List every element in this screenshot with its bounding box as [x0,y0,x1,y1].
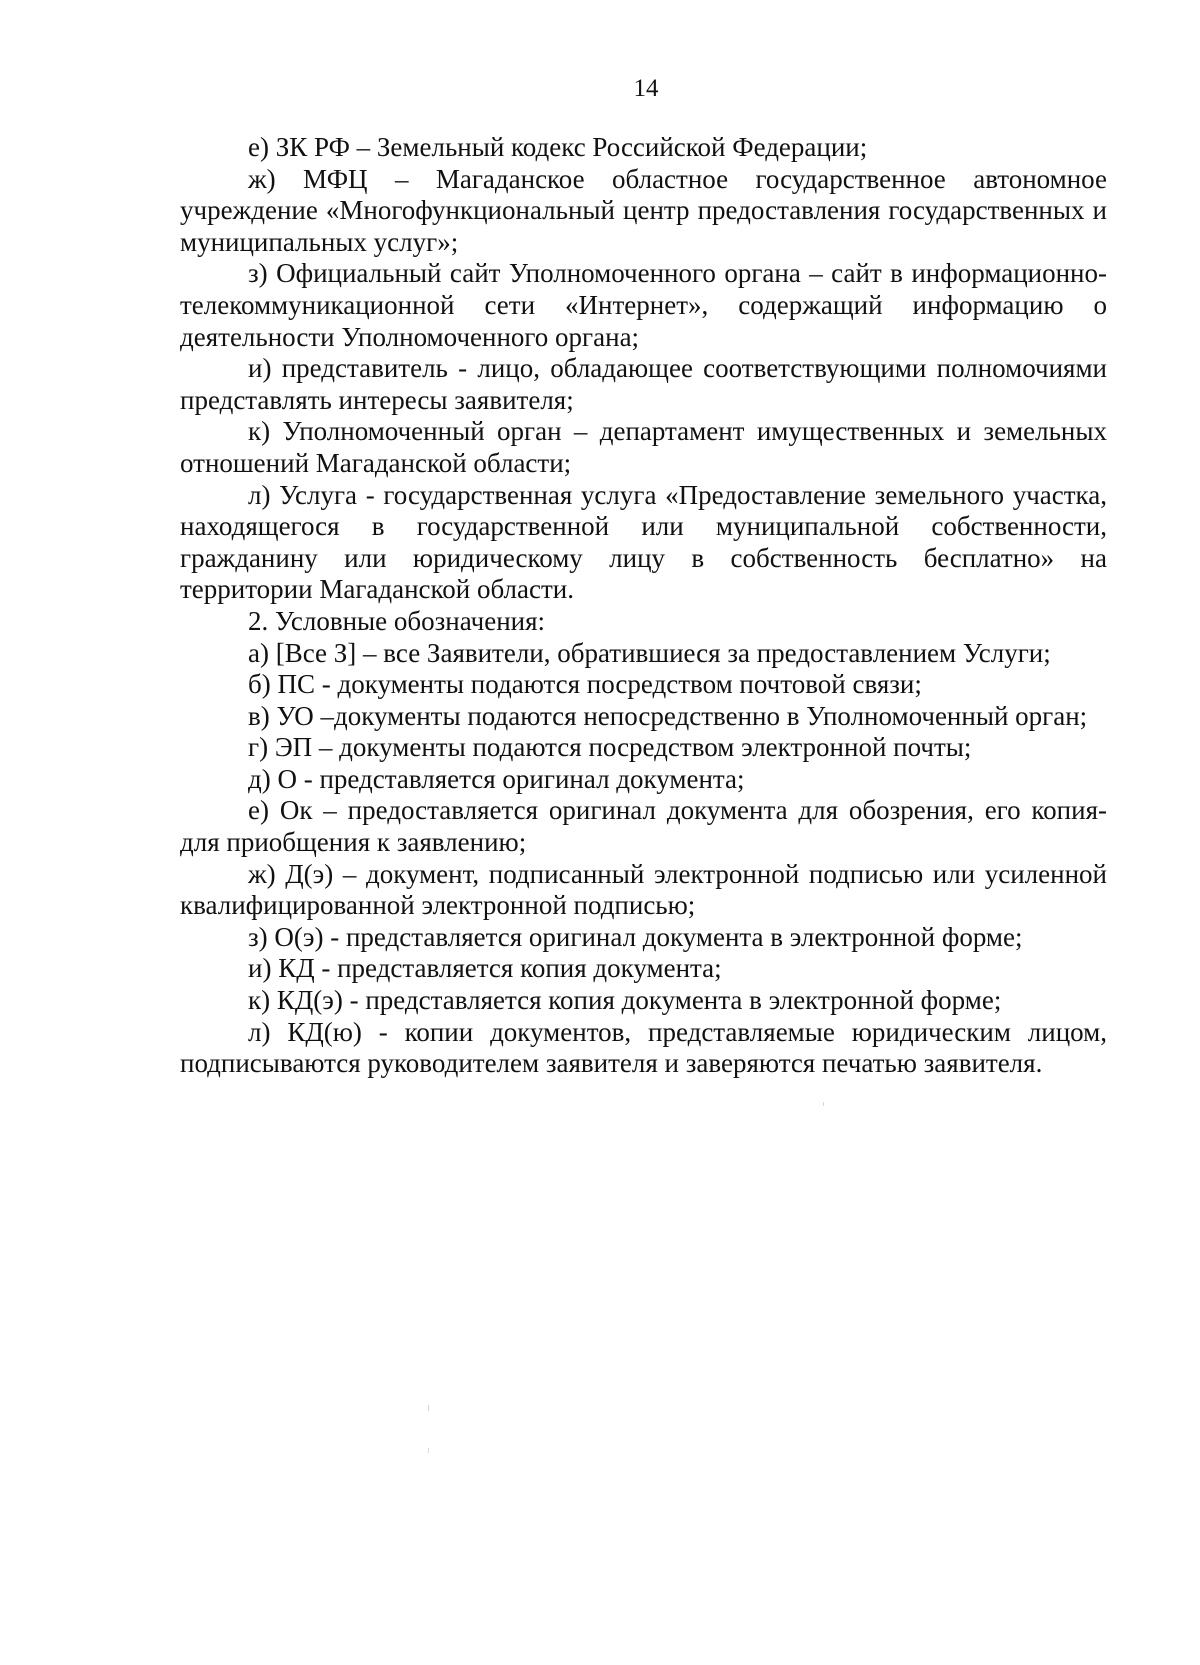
page-number: 14 [633,75,659,102]
symbol-original: д) О - представляется оригинал документа; [248,763,745,794]
symbol-direct-submission: в) УО –документы подаются непосредственно в Уполномоченный орган; [248,700,1088,731]
symbol-electronic-original: з) О(э) - представляется оригинал документа в электронной форме; [248,921,1023,952]
symbol-legal-entity-copy: л) КД(ю) - копии документов, представляемые юридическим лицом, подписываются руководителем заявителя и заверяются печатью заявителя. [180,1016,1107,1079]
symbol-original-for-review: е) Ок – предоставляется оригинал документа для обозрения, его копия-для приобщения к заявлению; [180,795,1107,858]
symbol-electronic-document: ж) Д(э) – документ, подписанный электронной подписью или усиленной квалифицированной электронной подписью; [180,858,1107,921]
definition-zk-rf: е) ЗК РФ – Земельный кодекс Российской Федерации; [248,132,868,162]
definition-authorized-body: к) Уполномоченный орган – департамент имущественных и земельных отношений Магаданской области; [180,416,1107,478]
symbol-electronic-copy: к) КД(э) - представляется копия документа в электронной форме; [248,985,1002,1016]
symbol-postal: б) ПС - документы подаются посредством почтовой связи; [248,669,922,700]
symbol-email: г) ЭП – документы подаются посредством электронной почты; [248,732,972,763]
scan-artifact [428,1448,429,1453]
symbol-copy: и) КД - представляется копия документа; [248,953,722,984]
definition-mfc: ж) МФЦ – Магаданское областное государственное автономное учреждение «Многофункциональный центр предоставления государственных и муниципальных услуг»; [180,163,1107,257]
definition-representative: и) представитель - лицо, обладающее соответствующими полномочиями представлять интересы заявителя; [180,353,1107,415]
symbol-all-applicants: а) [Все З] – все Заявители, обратившиеся за предоставлением Услуги; [248,637,1051,668]
scan-artifact [823,1102,824,1106]
document-body [180,132,1107,1080]
definition-official-site: з) Официальный сайт Уполномоченного органа – сайт в информационно-телекоммуникационной сети «Интернет», содержащий информацию о деятельности Уполномоченного органа; [180,258,1107,352]
definition-service: л) Услуга - государственная услуга «Предоставление земельного участка, находящегося в государственной или муниципальной собственности, гражданину или юридическому лицу в собственность бесплатно» на территории Магаданской области. [180,479,1107,605]
section-heading-symbols: 2. Условные обозначения: [248,605,546,636]
scan-artifact [428,1405,429,1411]
